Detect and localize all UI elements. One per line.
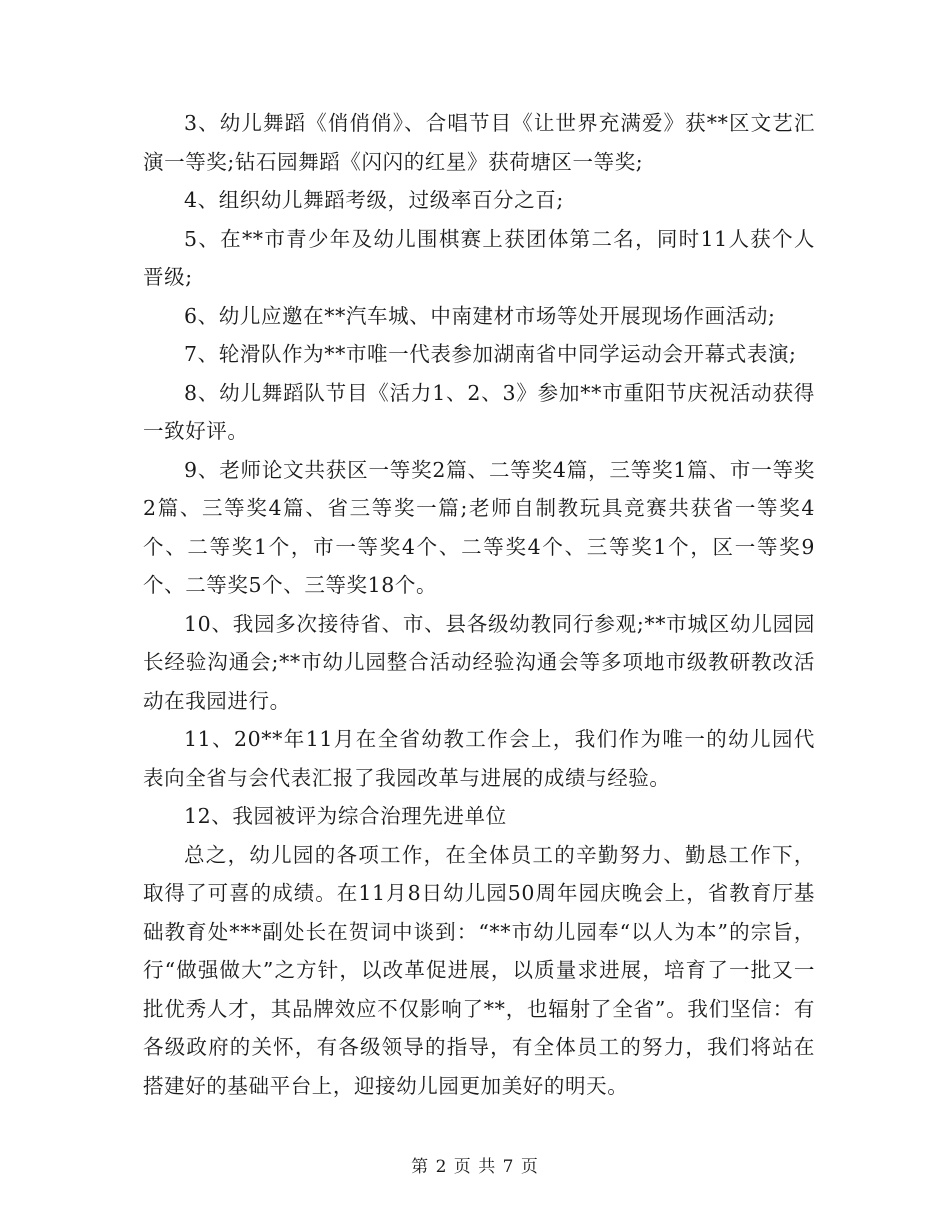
- document-body: [143, 104, 815, 1105]
- paragraph-item-4: 4、组织幼儿舞蹈考级，过级率百分之百;: [184, 188, 564, 212]
- paragraph-item-8: 8、幼儿舞蹈队节目《活力1、2、3》参加**市重阳节庆祝活动获得一致好评。: [143, 380, 815, 443]
- paragraph-item-3: 3、幼儿舞蹈《俏俏俏》、合唱节目《让世界充满爱》获**区文艺汇演一等奖;钻石园舞蹈《闪闪的红星》获荷塘区一等奖;: [143, 111, 815, 174]
- page-number-footer: 第 2 页 共 7 页: [411, 1157, 539, 1177]
- paragraph-item-10: 10、我园多次接待省、市、县各级幼教同行参观;**市城区幼儿园园长经验沟通会;**市幼儿园整合活动经验沟通会等多项地市级教研教改活动在我园进行。: [143, 611, 815, 713]
- paragraph-item-12: 12、我园被评为综合治理先进单位: [184, 804, 507, 828]
- paragraph-conclusion: 总之，幼儿园的各项工作，在全体员工的辛勤努力、勤恳工作下，取得了可喜的成绩。在11月8日幼儿园50周年园庆晚会上，省教育厅基础教育处***副处长在贺词中谈到：“**市幼儿园奉“以人为本”的宗旨，行“做强做大”之方针，以改革促进展，以质量求进展，培育了一批又一批优秀人才，其品牌效应不仅影响了**，也辐射了全省”。我们坚信：有各级政府的关怀，有各级领导的指导，有全体员工的努力，我们将站在搭建好的基础平台上，迎接幼儿园更加美好的明天。: [143, 842, 815, 1098]
- paragraph-item-9: 9、老师论文共获区一等奖2篇、二等奖4篇，三等奖1篇、市一等奖2篇、三等奖4篇、省三等奖一篇;老师自制教玩具竞赛共获省一等奖4个、二等奖1个，市一等奖4个、二等奖4个、三等奖1个，区一等奖9个、二等奖5个、三等奖18个。: [143, 457, 815, 597]
- paragraph-item-7: 7、轮滑队作为**市唯一代表参加湖南省中同学运动会开幕式表演;: [184, 342, 797, 366]
- paragraph-item-6: 6、幼儿应邀在**汽车城、中南建材市场等处开展现场作画活动;: [184, 303, 776, 328]
- paragraph-item-11: 11、20**年11月在全省幼教工作会上，我们作为唯一的幼儿园代表向全省与会代表汇报了我园改革与进展的成绩与经验。: [143, 727, 815, 790]
- paragraph-item-5: 5、在**市青少年及幼儿围棋赛上获团体第二名，同时11人获个人晋级;: [143, 226, 815, 289]
